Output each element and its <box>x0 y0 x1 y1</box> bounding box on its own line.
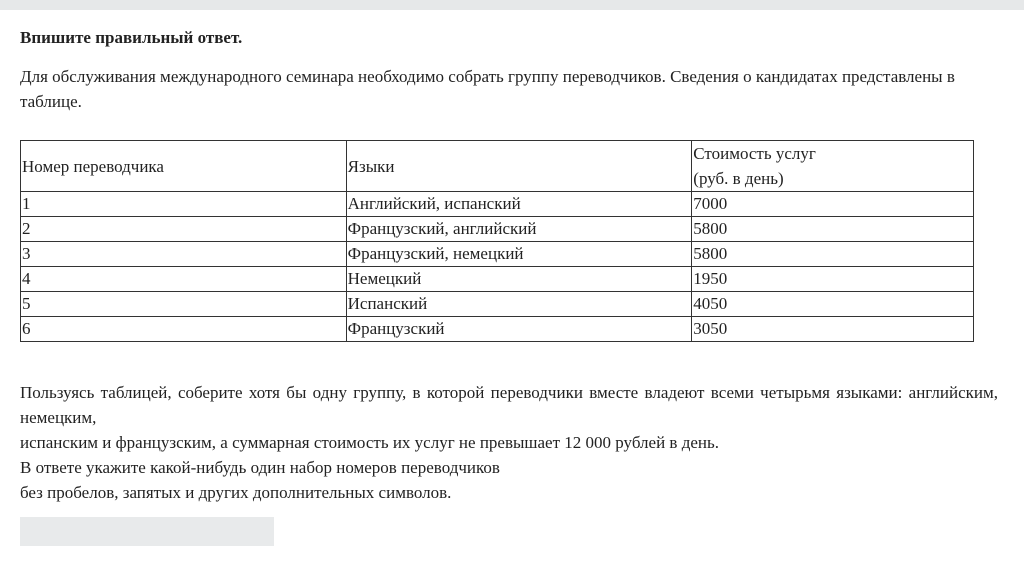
cell-languages: Испанский <box>346 292 692 317</box>
header-number: Номер переводчика <box>21 141 347 192</box>
cell-cost: 1950 <box>692 267 974 292</box>
top-bar <box>0 0 1024 10</box>
cell-number: 3 <box>21 242 347 267</box>
cell-cost: 7000 <box>692 192 974 217</box>
cell-languages: Английский, испанский <box>346 192 692 217</box>
table-row <box>21 192 974 217</box>
cell-languages: Немецкий <box>346 267 692 292</box>
task-line-4: без пробелов, запятых и других дополнительных символов. <box>20 483 452 502</box>
table-row <box>21 242 974 267</box>
intro-text: Для обслуживания международного семинара необходимо собрать группу переводчиков. Сведения о кандидатах представлены в таблице. <box>20 67 955 111</box>
header-cost-line1: Стоимость услуг <box>693 144 816 163</box>
cell-languages: Французский, английский <box>346 217 692 242</box>
translators-table <box>20 140 974 342</box>
cell-number: 1 <box>21 192 347 217</box>
cell-cost: 4050 <box>692 292 974 317</box>
cell-cost: 3050 <box>692 317 974 342</box>
task-line-3: В ответе укажите какой-нибудь один набор номеров переводчиков <box>20 458 500 477</box>
table-row <box>21 267 974 292</box>
cell-number: 4 <box>21 267 347 292</box>
header-languages: Языки <box>346 141 692 192</box>
task-line-2: испанским и французским, а суммарная стоимость их услуг не превышает 12 000 рублей в день. <box>20 433 720 452</box>
cell-number: 5 <box>21 292 347 317</box>
cell-number: 2 <box>21 217 347 242</box>
instruction-heading: Впишите правильный ответ. <box>20 28 243 47</box>
cell-number: 6 <box>21 317 347 342</box>
header-cost <box>692 141 974 192</box>
header-cost-line2: (руб. в день) <box>693 169 784 188</box>
cell-cost: 5800 <box>692 217 974 242</box>
table-header-row <box>21 141 974 192</box>
table-row <box>21 217 974 242</box>
task-line-1: Пользуясь таблицей, соберите хотя бы одну группу, в которой переводчики вместе владеют всеми четырьмя языками: английским, немецким, <box>20 383 998 427</box>
answer-input[interactable] <box>20 517 274 546</box>
cell-languages: Французский, немецкий <box>346 242 692 267</box>
task-text <box>20 380 998 505</box>
cell-cost: 5800 <box>692 242 974 267</box>
cell-languages: Французский <box>346 317 692 342</box>
table-row <box>21 292 974 317</box>
table-row <box>21 317 974 342</box>
